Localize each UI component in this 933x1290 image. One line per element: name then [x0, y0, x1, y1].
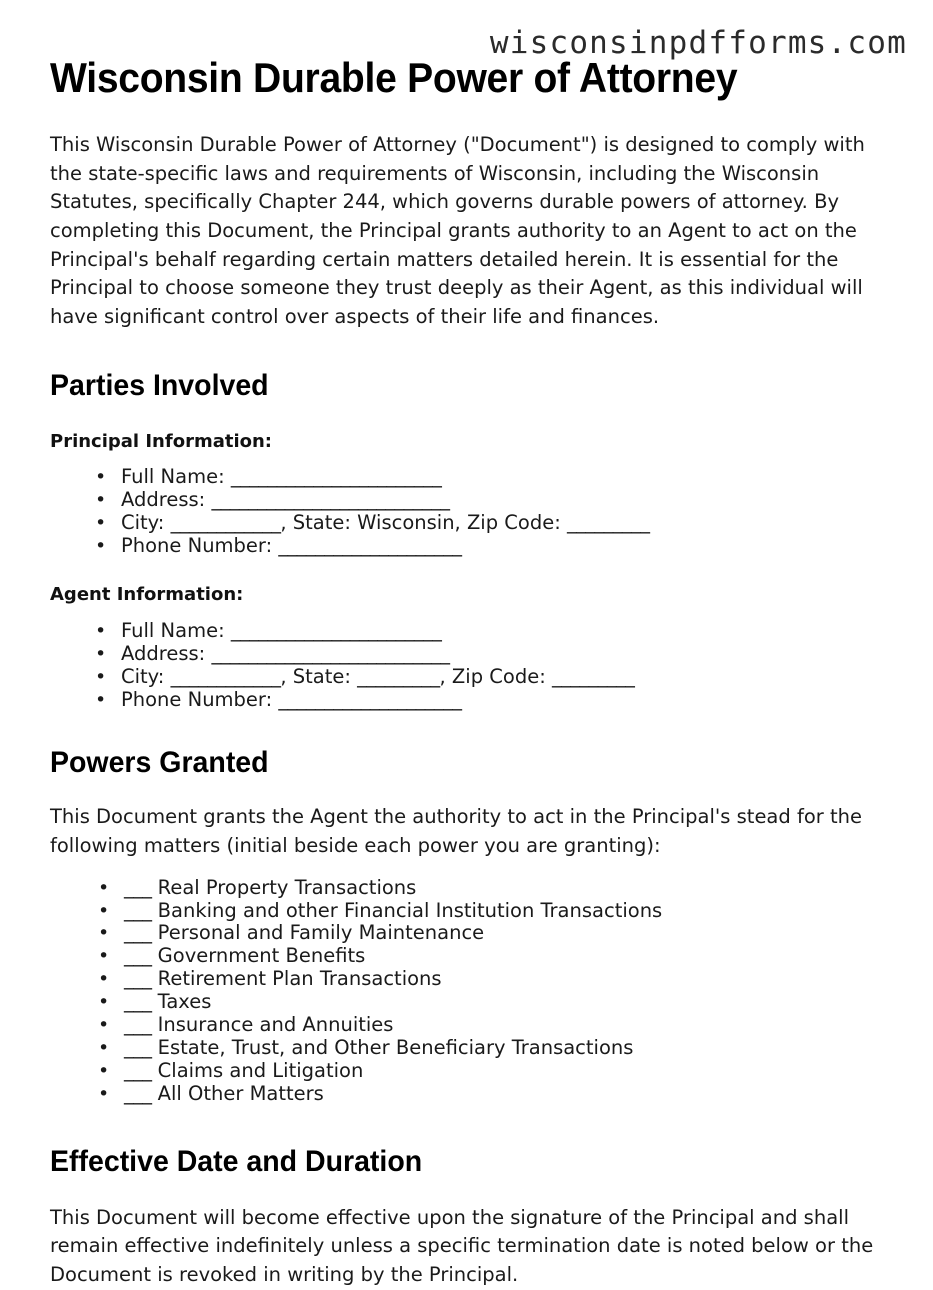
section-heading-parties: Parties Involved [50, 368, 269, 402]
power-label: Banking and other Financial Institution Transactions [157, 898, 663, 922]
agent-field-blank-address[interactable]: __________________________ [211, 641, 450, 665]
field-label-address: Address: [121, 488, 212, 512]
list-item [98, 877, 883, 900]
section-heading-powers: Powers Granted [50, 746, 269, 780]
list-item [98, 900, 883, 923]
list-item [95, 489, 883, 512]
powers-list [50, 861, 883, 1106]
field-label-phone: Phone Number: [121, 533, 279, 557]
field-blank-zip[interactable]: _________ [567, 510, 650, 534]
power-initial-blank[interactable]: ___ [124, 898, 152, 922]
agent-field-blank-state[interactable]: _________ [357, 664, 440, 688]
list-item [95, 512, 883, 535]
power-label: Personal and Family Maintenance [157, 921, 485, 945]
agent-field-label-phone: Phone Number: [121, 687, 279, 711]
agent-field-label-state: , State: [280, 664, 358, 688]
field-blank-phone[interactable]: ____________________ [278, 533, 462, 557]
power-label: Retirement Plan Transactions [157, 967, 442, 991]
list-item [95, 666, 883, 689]
agent-field-label-city: City: [121, 664, 171, 688]
list-item [95, 643, 883, 666]
list-item [98, 968, 883, 991]
power-initial-blank[interactable]: ___ [124, 1035, 152, 1059]
power-label: Taxes [157, 990, 212, 1014]
field-label-state: , State: Wisconsin, Zip Code: [280, 510, 567, 534]
powers-intro-paragraph: This Document grants the Agent the authority to act in the Principal's stead for the following matters (initial beside each power you are granting): [50, 805, 862, 857]
field-blank-address[interactable]: __________________________ [211, 488, 450, 512]
power-initial-blank[interactable]: ___ [124, 1058, 152, 1082]
list-item [98, 1083, 883, 1106]
agent-field-label-address: Address: [121, 641, 212, 665]
list-item [95, 620, 883, 643]
power-initial-blank[interactable]: ___ [124, 967, 152, 991]
power-initial-blank[interactable]: ___ [124, 944, 152, 968]
site-watermark: wisconsinpdfforms.com [489, 25, 907, 61]
section-heading-effective-date: Effective Date and Duration [50, 1144, 423, 1178]
agent-field-blank-phone[interactable]: ____________________ [278, 687, 462, 711]
effective-date-paragraph: This Document will become effective upon the signature of the Principal and shall remain effective indefinitely unless a specific termination date is noted below or the Document is revoked in writing by the Principal. [50, 1205, 874, 1286]
list-item [98, 1060, 883, 1083]
agent-field-list [50, 606, 883, 711]
field-blank-full-name[interactable]: _______________________ [230, 465, 442, 489]
power-initial-blank[interactable]: ___ [124, 875, 152, 899]
agent-field-label-zip: , Zip Code: [439, 664, 552, 688]
sub-heading-agent: Agent Information: [50, 584, 244, 606]
power-label: Government Benefits [157, 944, 366, 968]
intro-paragraph: This Wisconsin Durable Power of Attorney ("Document") is designed to comply with the state-specific laws and requirements of Wisconsin, including the Wisconsin Statutes, specifically Chapter 244, which governs durable powers of attorney. By completing this Document, the Principal grants authority to an Agent to act on the Principal's behalf regarding certain matters detailed herein. It is essential for the Principal to choose someone they trust deeply as their Agent, as this individual will have significant control over aspects of their life and finances. [50, 133, 865, 328]
power-initial-blank[interactable]: ___ [124, 1013, 152, 1037]
list-item [98, 945, 883, 968]
power-label: Real Property Transactions [157, 875, 417, 899]
power-label: All Other Matters [157, 1081, 324, 1105]
list-item [95, 689, 883, 712]
list-item [98, 991, 883, 1014]
power-label: Insurance and Annuities [157, 1013, 394, 1037]
list-item [98, 1037, 883, 1060]
power-initial-blank[interactable]: ___ [124, 1081, 152, 1105]
agent-field-label-full-name: Full Name: [121, 619, 231, 643]
page-title: Wisconsin Durable Power of Attorney [50, 54, 738, 101]
agent-field-blank-city[interactable]: ____________ [170, 664, 281, 688]
agent-field-blank-full-name[interactable]: _______________________ [230, 619, 442, 643]
field-label-city: City: [121, 510, 171, 534]
list-item [95, 466, 883, 489]
power-initial-blank[interactable]: ___ [124, 990, 152, 1014]
field-label-full-name: Full Name: [121, 465, 231, 489]
sub-heading-principal: Principal Information: [50, 430, 273, 452]
power-label: Estate, Trust, and Other Beneficiary Transactions [157, 1035, 634, 1059]
agent-field-blank-zip[interactable]: _________ [551, 664, 635, 688]
field-blank-city[interactable]: ____________ [170, 510, 281, 534]
power-label: Claims and Litigation [157, 1058, 364, 1082]
principal-field-list [50, 452, 883, 557]
list-item [95, 535, 883, 558]
power-initial-blank[interactable]: ___ [124, 921, 152, 945]
list-item [98, 1014, 883, 1037]
list-item [98, 922, 883, 945]
